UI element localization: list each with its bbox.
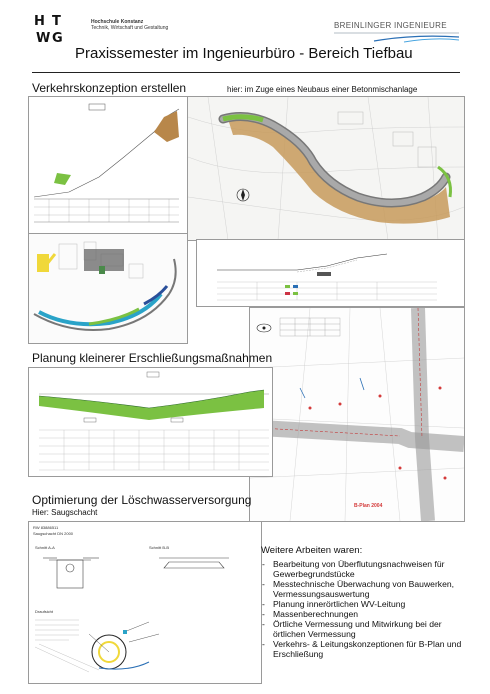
profile-drawing-svg (29, 97, 188, 234)
traffic-subheading: hier: im Zuge eines Neubaus einer Betonmischanlage (227, 85, 418, 94)
further-work-title: Weitere Arbeiten waren: (261, 545, 363, 556)
road-layout-plan-svg (188, 97, 464, 240)
company-name: BREINLINGER INGENIEURE (334, 21, 447, 30)
road-longitudinal-profile-svg (197, 240, 464, 306)
list-item: - Planung innerörtlichen WV-Leitung (261, 599, 473, 609)
list-item: - Örtliche Vermessung und Mitwirkung bei der örtlichen Vermessung (261, 619, 473, 639)
page-title: Praxissemester im Ingenieurbüro - Bereich Tiefbau (75, 45, 413, 62)
logo-letter-t: T (52, 14, 61, 29)
water-heading: Optimierung der Löschwasserversorgung (32, 493, 252, 507)
plan-view-label: Draufsicht (35, 609, 54, 614)
development-heading: Planung kleinerer Erschließungsmaßnahmen (32, 351, 273, 365)
further-work-list (261, 559, 473, 659)
water-subheading: Hier: Saugschacht (32, 508, 98, 517)
site-overview-map (28, 233, 188, 344)
road-layout-plan (187, 96, 465, 241)
b-plan-label: B-Plan 2004 (354, 503, 383, 509)
profile-drawing (28, 96, 189, 235)
drawing-title-1: RW 83886511 (33, 525, 59, 530)
suction-shaft-drawing (28, 521, 262, 684)
longitudinal-section-drawing (28, 367, 273, 477)
development-plan-b-plan (249, 307, 465, 522)
section-b-label: Schnitt B-B (149, 545, 170, 550)
header-divider (32, 72, 460, 73)
drawing-title-2: Saugschacht DN 2000 (33, 531, 74, 536)
university-name: Hochschule Konstanz (91, 19, 144, 25)
logo-letter-h: H (34, 14, 45, 29)
site-overview-map-svg (29, 234, 187, 343)
list-item: - Massenberechnungen (261, 609, 473, 619)
suction-shaft-drawing-svg (29, 522, 261, 683)
road-longitudinal-profile (196, 239, 465, 307)
logo-letter-g: G (52, 31, 63, 46)
development-plan-b-plan-svg (250, 308, 464, 521)
section-a-label: Schnitt A-A (35, 545, 55, 550)
list-item: - Bearbeitung von Überflutungsnachweisen für Gewerbegrundstücke (261, 559, 473, 579)
logo-letter-w: W (36, 31, 51, 46)
longitudinal-section-drawing-svg (29, 368, 272, 476)
list-item: - Verkehrs- & Leitungskonzeptionen für B-Plan und Erschließung (261, 639, 473, 659)
university-subtitle: Technik, Wirtschaft und Gestaltung (91, 25, 169, 31)
traffic-heading: Verkehrskonzeption erstellen (32, 81, 187, 95)
list-item: - Messtechnische Überwachung von Bauwerken, Vermessungsauswertung (261, 579, 473, 599)
company-logo-lines (334, 31, 459, 43)
